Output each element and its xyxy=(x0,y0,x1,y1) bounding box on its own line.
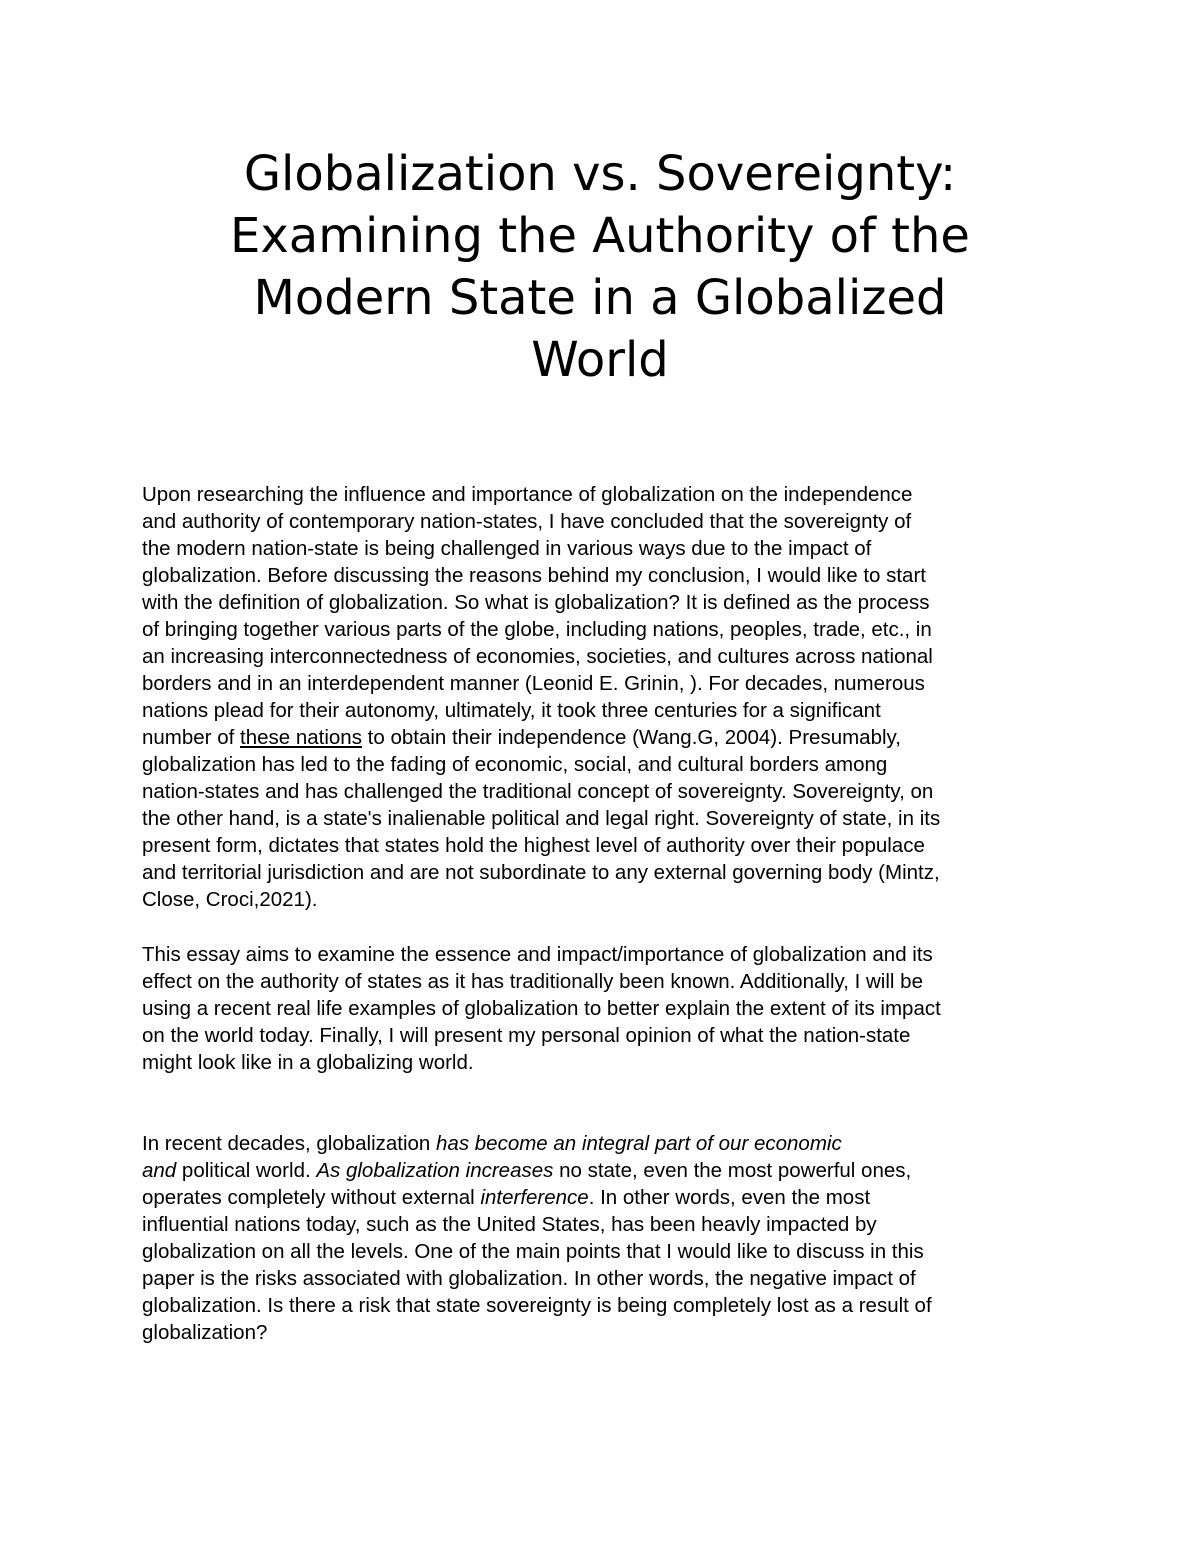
paragraph-recent-decades xyxy=(142,1130,1082,1346)
text-line: globalization. Is there a risk that state sovereignty is being completely lost as a result of xyxy=(142,1294,932,1317)
text-line: globalization on all the levels. One of the main points that I would like to discuss in this xyxy=(142,1240,924,1263)
text-line xyxy=(142,1130,1082,1157)
text-line: influential nations today, such as the United States, has been heavly impacted by xyxy=(142,1213,877,1236)
title-line: Examining the Authority of the xyxy=(230,208,970,264)
text-line: globalization? xyxy=(142,1321,268,1344)
text-line: and authority of contemporary nation-states, I have concluded that the sovereignty of xyxy=(142,510,912,533)
text-line: nations plead for their autonomy, ultimately, it took three centuries for a significant xyxy=(142,699,881,722)
text-line: nation-states and has challenged the traditional concept of sovereignty. Sovereignty, on xyxy=(142,780,934,803)
text-line: and territorial jurisdiction and are not subordinate to any external governing body (Mintz, xyxy=(142,861,940,884)
paragraph-introduction xyxy=(142,481,1082,913)
text-line: with the definition of globalization. So what is globalization? It is defined as the process xyxy=(142,591,930,614)
text-line: an increasing interconnectedness of economies, societies, and cultures across national xyxy=(142,645,933,668)
text-run: political world. xyxy=(176,1159,317,1182)
document-title xyxy=(150,143,1050,391)
text-line: paper is the risks associated with globalization. In other words, the negative impact of xyxy=(142,1267,916,1290)
text-line: might look like in a globalizing world. xyxy=(142,1051,474,1074)
text-run: In recent decades, globalization xyxy=(142,1132,437,1155)
text-line: the modern nation-state is being challenged in various ways due to the impact of xyxy=(142,537,872,560)
text-line: the other hand, is a state's inalienable political and legal right. Sovereignty of state, in its xyxy=(142,807,941,830)
italic-text: and xyxy=(142,1159,177,1182)
text-line: Upon researching the influence and importance of globalization on the independence xyxy=(142,483,913,506)
text-run: no state, even the most powerful ones, xyxy=(553,1159,912,1182)
text-line: borders and in an interdependent manner (Leonid E. Grinin, ). For decades, numerous xyxy=(142,672,925,695)
text-line: present form, dictates that states hold the highest level of authority over their populace xyxy=(142,834,925,857)
text-run: to obtain their independence (Wang.G, 2004). Presumably, xyxy=(361,726,901,749)
paragraph-essay-aims xyxy=(142,941,1082,1076)
text-line xyxy=(142,1157,1082,1184)
text-run: operates completely without external xyxy=(142,1186,481,1209)
title-line: World xyxy=(531,332,669,388)
text-line: on the world today. Finally, I will present my personal opinion of what the nation-state xyxy=(142,1024,911,1047)
italic-text: interference xyxy=(480,1186,589,1209)
text-line xyxy=(142,1184,1082,1211)
text-run: . In other words, even the most xyxy=(588,1186,871,1209)
text-line: effect on the authority of states as it has traditionally been known. Additionally, I will be xyxy=(142,970,923,993)
title-line: Globalization vs. Sovereignty: xyxy=(243,146,957,202)
text-line xyxy=(142,724,1082,751)
italic-text: As globalization increases xyxy=(316,1159,554,1182)
text-line: globalization. Before discussing the reasons behind my conclusion, I would like to start xyxy=(142,564,926,587)
text-line: Close, Croci,2021). xyxy=(142,888,318,911)
text-line: globalization has led to the fading of economic, social, and cultural borders among xyxy=(142,753,888,776)
text-run: number of xyxy=(142,726,240,749)
underlined-text: these nations xyxy=(240,726,362,749)
title-line: Modern State in a Globalized xyxy=(253,270,947,326)
text-line: using a recent real life examples of globalization to better explain the extent of its impact xyxy=(142,997,941,1020)
italic-text: has become an integral part of our economic xyxy=(436,1132,842,1155)
text-line: This essay aims to examine the essence and impact/importance of globalization and its xyxy=(142,943,933,966)
text-line: of bringing together various parts of the globe, including nations, peoples, trade, etc., in xyxy=(142,618,932,641)
